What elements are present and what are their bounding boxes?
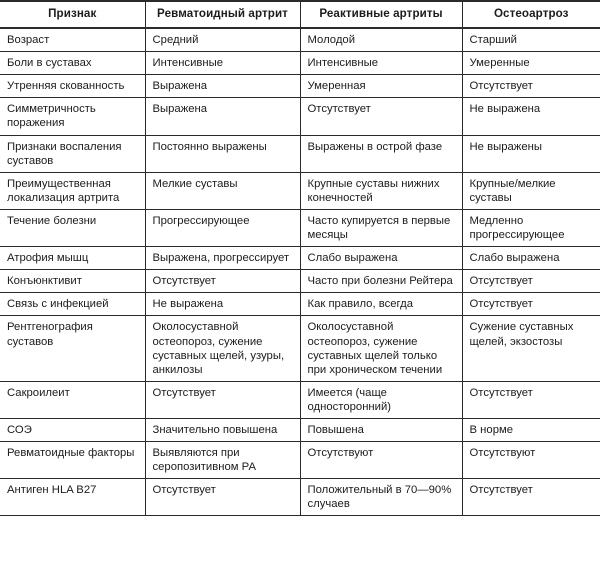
cell-ra: Не выражена <box>145 293 300 316</box>
table-row <box>0 98 600 135</box>
column-header-ra: Ревматоидный артрит <box>145 1 300 28</box>
cell-oa: В норме <box>462 418 600 441</box>
cell-oa: Отсутствуют <box>462 442 600 479</box>
cell-ra: Прогрессирующее <box>145 209 300 246</box>
cell-feature: Признаки воспаления суставов <box>0 135 145 172</box>
cell-feature: Боли в суставах <box>0 52 145 75</box>
cell-feature: СОЭ <box>0 418 145 441</box>
cell-oa: Сужение суставных щелей, экзостозы <box>462 316 600 381</box>
cell-ra: Выражена, прогрессирует <box>145 247 300 270</box>
cell-reactive: Выражены в острой фазе <box>300 135 462 172</box>
cell-reactive: Часто при болезни Рейтера <box>300 270 462 293</box>
cell-oa: Крупные/мелкие суставы <box>462 172 600 209</box>
cell-reactive: Положительный в 70—90% случаев <box>300 479 462 516</box>
cell-feature: Рентгенография суставов <box>0 316 145 381</box>
cell-reactive: Околосуставной остеопороз, сужение суставных щелей только при хроническом течении <box>300 316 462 381</box>
cell-feature: Атрофия мышц <box>0 247 145 270</box>
table-row <box>0 172 600 209</box>
cell-feature: Сакроилеит <box>0 381 145 418</box>
cell-ra: Отсутствует <box>145 270 300 293</box>
table-row <box>0 247 600 270</box>
cell-feature: Связь с инфекцией <box>0 293 145 316</box>
cell-ra: Отсутствует <box>145 381 300 418</box>
cell-ra: Интенсивные <box>145 52 300 75</box>
cell-reactive: Молодой <box>300 28 462 52</box>
cell-feature: Антиген HLA B27 <box>0 479 145 516</box>
cell-reactive: Повышена <box>300 418 462 441</box>
cell-ra: Выявляются при серопозитивном РА <box>145 442 300 479</box>
table-row <box>0 316 600 381</box>
cell-oa: Отсутствует <box>462 479 600 516</box>
cell-ra: Отсутствует <box>145 479 300 516</box>
cell-oa: Слабо выражена <box>462 247 600 270</box>
table-row <box>0 381 600 418</box>
cell-reactive: Интенсивные <box>300 52 462 75</box>
cell-oa: Умеренные <box>462 52 600 75</box>
cell-reactive: Как правило, всегда <box>300 293 462 316</box>
cell-feature: Ревматоидные факторы <box>0 442 145 479</box>
header-row <box>0 1 600 28</box>
cell-reactive: Крупные суставы нижних конечностей <box>300 172 462 209</box>
table-body <box>0 28 600 516</box>
cell-reactive: Часто купируется в первые месяцы <box>300 209 462 246</box>
cell-oa: Отсутствует <box>462 270 600 293</box>
cell-oa: Не выражены <box>462 135 600 172</box>
table-row <box>0 442 600 479</box>
cell-oa: Старший <box>462 28 600 52</box>
table-row <box>0 270 600 293</box>
column-header-reactive: Реактивные артриты <box>300 1 462 28</box>
cell-feature: Возраст <box>0 28 145 52</box>
cell-ra: Выражена <box>145 75 300 98</box>
cell-oa: Отсутствует <box>462 381 600 418</box>
cell-feature: Утренняя скованность <box>0 75 145 98</box>
table-header <box>0 1 600 28</box>
cell-ra: Выражена <box>145 98 300 135</box>
cell-reactive: Имеется (чаще односторонний) <box>300 381 462 418</box>
cell-reactive: Слабо выражена <box>300 247 462 270</box>
cell-feature: Конъюнктивит <box>0 270 145 293</box>
column-header-feature: Признак <box>0 1 145 28</box>
column-header-oa: Остеоартроз <box>462 1 600 28</box>
table-row <box>0 75 600 98</box>
cell-oa: Не выражена <box>462 98 600 135</box>
cell-ra: Значительно повышена <box>145 418 300 441</box>
cell-ra: Постоянно выражены <box>145 135 300 172</box>
table-row <box>0 135 600 172</box>
cell-reactive: Отсутствует <box>300 98 462 135</box>
cell-ra: Околосуставной остеопороз, сужение суставных щелей, узуры, анкилозы <box>145 316 300 381</box>
cell-reactive: Отсутствуют <box>300 442 462 479</box>
cell-oa: Отсутствует <box>462 293 600 316</box>
table-row <box>0 28 600 52</box>
cell-ra: Мелкие суставы <box>145 172 300 209</box>
cell-feature: Течение болезни <box>0 209 145 246</box>
cell-oa: Медленно прогрессирующее <box>462 209 600 246</box>
cell-feature: Симметричность поражения <box>0 98 145 135</box>
table-row <box>0 293 600 316</box>
table-row <box>0 52 600 75</box>
cell-ra: Средний <box>145 28 300 52</box>
table-row <box>0 209 600 246</box>
cell-reactive: Умеренная <box>300 75 462 98</box>
cell-oa: Отсутствует <box>462 75 600 98</box>
table-row <box>0 479 600 516</box>
cell-feature: Преимущественная локализация артрита <box>0 172 145 209</box>
table-row <box>0 418 600 441</box>
